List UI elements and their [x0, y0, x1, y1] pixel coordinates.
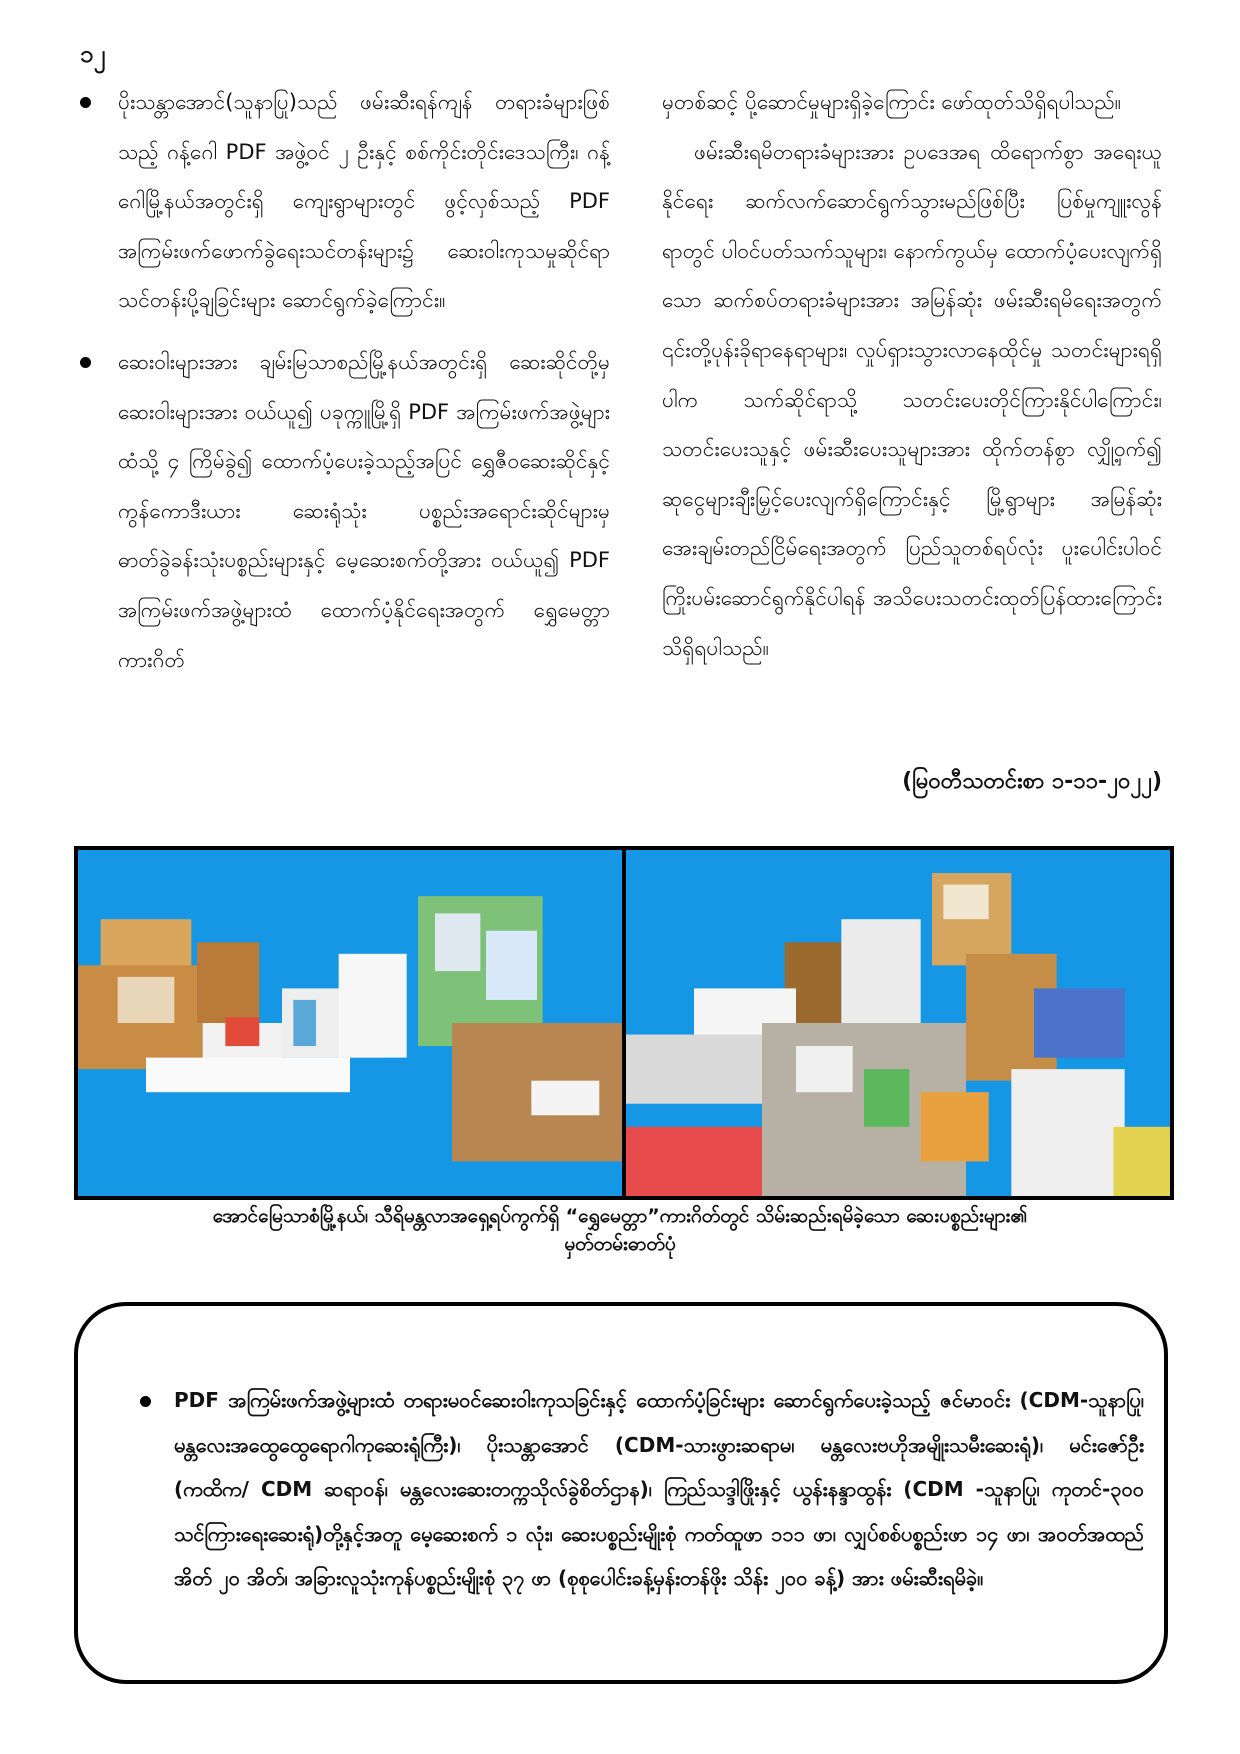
seized-goods-photo-left — [78, 850, 622, 1196]
news-source: (မြဝတီသတင်းစာ ၁-၁၁-၂၀၂၂) — [902, 769, 1162, 794]
figure-caption — [110, 1202, 1130, 1258]
summary-box — [74, 1302, 1168, 1684]
bullet-text: ဆေးဝါးများအား ချမ်းမြသာစည်မြို့နယ်အတွင်းရှိ ဆေးဆိုင်တို့မှ ဆေးဝါးများအား ဝယ်ယူ၍ ပခုက္ကူမြို့ရှိ PDF အကြမ်းဖက်အဖွဲ့များထံသို့ ၄ ကြိမ်ခွဲ၍ ထောက်ပံ့ပေးခဲ့သည့်အပြင် ရွှေဇီဝဆေးဆိုင်နှင့် ကွန်ကောဒီးယား ဆေးရုံသုံး ပစ္စည်းအရောင်းဆိုင်များမှ ဓာတ်ခွဲခန်းသုံးပစ္စည်းများနှင့် မေ့ဆေးစက်တို့အား ဝယ်ယူ၍ PDF အကြမ်းဖက်အဖွဲ့များထံ ထောက်ပံ့နိုင်ရေးအတွက် ရွှေမေတ္တာကားဂိတ် — [118, 349, 610, 672]
bullet-icon — [80, 357, 91, 368]
page-number: ၁၂ — [80, 40, 106, 68]
right-column — [662, 78, 1162, 673]
bullet-icon — [80, 97, 91, 108]
summary-text: PDF အကြမ်းဖက်အဖွဲ့များထံ တရားမဝင်ဆေးဝါးကုသခြင်းနှင့် ထောက်ပံ့ခြင်းများ ဆောင်ရွက်ပေးခဲ့သည့် ဇင်မာဝင်း (CDM-သူနာပြု၊ မန္တလေးအထွေထွေရောဂါကုဆေးရုံကြီး)၊ ပိုးသန္တာအောင် (CDM-သားဖွားဆရာမ၊ မန္တလေးဗဟိုအမျိုးသမီးဆေးရုံ)၊ မင်းဇော်ဦး (ကထိက/ CDM ဆရာဝန်၊ မန္တလေးဆေးတက္ကသိုလ်ခွဲစိတ်ဌာန)၊ ကြည်သဒ္ဒါဖြိုးနှင့် ယွန်းနန္ဒာထွန်း (CDM -သူနာပြု၊ ကုတင်-၃၀၀ သင်ကြားရေးဆေးရုံ)တို့နှင့်အတူ မေ့ဆေးစက် ၁ လုံး၊ ဆေးပစ္စည်းမျိုးစုံ ကတ်ထူဖာ ၁၁၁ ဖာ၊ လျှပ်စစ်ပစ္စည်းဖာ ၁၄ ဖာ၊ အဝတ်အထည်အိတ် ၂၀ အိတ်၊ အခြားလူသုံးကုန်ပစ္စည်းမျိုးစုံ ၃၇ ဖာ (စုစုပေါင်းခန့်မှန်းတန်ဖိုး သိန်း ၂၀၀ ခန့်) အား ဖမ်းဆီးရမိခဲ့။ — [174, 1388, 1144, 1590]
list-item — [80, 338, 610, 685]
caption-line: အောင်မြေသာစံမြို့နယ်၊ သီရိမန္တလာအရှေ့ရပ်ကွက်ရှိ “ရွှေမေတ္တာ”ကားဂိတ်တွင် သိမ်းဆည်းရမိခဲ့သော ဆေးပစ္စည်းများ၏ — [212, 1205, 1028, 1227]
caption-line: မှတ်တမ်းဓာတ်ပုံ — [564, 1233, 676, 1255]
seized-goods-photo-right — [626, 850, 1170, 1196]
bullet-icon — [140, 1396, 151, 1407]
summary-bullet — [140, 1378, 1144, 1601]
medicine-pile-illustration — [626, 850, 1170, 1196]
stacked-boxes-illustration — [78, 850, 622, 1196]
continuation-paragraph: မှတစ်ဆင့် ပို့ဆောင်မှုများရှိခဲ့ကြောင်း ဖော်ထုတ်သိရှိရပါသည်။ — [662, 90, 1122, 114]
bullet-text: ပိုးသန္တာအောင်(သူနာပြု)သည် ဖမ်းဆီးရန်ကျန် တရားခံများဖြစ်သည့် ဂန့်ဂေါ PDF အဖွဲ့ဝင် ၂ ဦးနှင့် စစ်ကိုင်းတိုင်းဒေသကြီး၊ ဂန့်ဂေါမြို့နယ်အတွင်းရှိ ကျေးရွာများတွင် ဖွင့်လှစ်သည့် PDF အကြမ်းဖက်ဖောက်ခွဲရေးသင်တန်းများ၌ ဆေးဝါးကုသမှုဆိုင်ရာ သင်တန်းပို့ချခြင်းများ ဆောင်ရွက်ခဲ့ကြောင်း။ — [118, 90, 610, 313]
list-item — [80, 78, 610, 326]
left-column — [80, 78, 610, 697]
photo-figure — [74, 846, 1174, 1200]
body-paragraph: ဖမ်းဆီးရမိတရားခံများအား ဥပဒေအရ ထိရောက်စွာ အရေးယူနိုင်ရေး ဆက်လက်ဆောင်ရွက်သွားမည်ဖြစ်ပြီး ပြစ်မှုကျူးလွန်ရာတွင် ပါဝင်ပတ်သက်သူများ၊ နောက်ကွယ်မှ ထောက်ပံ့ပေးလျက်ရှိသော ဆက်စပ်တရားခံများအား အမြန်ဆုံး ဖမ်းဆီးရမိရေးအတွက် ၎င်းတို့ပုန်းခိုရာနေရာများ၊ လှုပ်ရှားသွားလာနေထိုင်မှု သတင်းများရရှိပါက သက်ဆိုင်ရာသို့ သတင်းပေးတိုင်ကြားနိုင်ပါကြောင်း၊ သတင်းပေးသူနှင့် ဖမ်းဆီးပေးသူများအား ထိုက်တန်စွာ လျှို့ဝှက်၍ ဆုငွေများချီးမြှင့်ပေးလျက်ရှိကြောင်းနှင့် မြို့ရွာများ အမြန်ဆုံးအေးချမ်းတည်ငြိမ်ရေးအတွက် ပြည်သူတစ်ရပ်လုံး ပူးပေါင်းပါဝင်ကြိုးပမ်းဆောင်ရွက်နိုင်ပါရန် အသိပေးသတင်းထုတ်ပြန်ထားကြောင်း သိရှိရပါသည်။ — [662, 139, 1162, 660]
